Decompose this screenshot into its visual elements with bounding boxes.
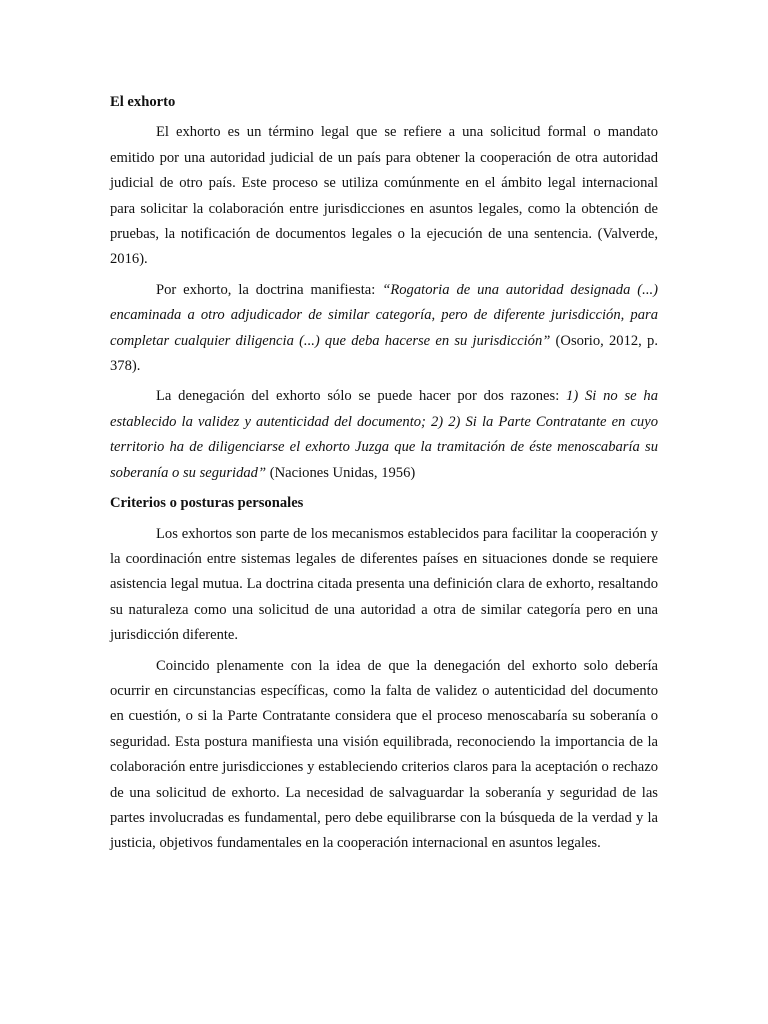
section-heading-el-exhorto: El exhorto [110,94,176,110]
denial-quote: 1) Si no se ha establecido la validez y autenticidad del documento; 2) 2) Si la Parte Contratante en cuyo territorio ha de diligenciarse el exhorto Juzga que la tramitación de éste menoscabaría su soberanía o su seguridad” [110,388,658,481]
paragraph-definition: El exhorto es un término legal que se refiere a una solicitud formal o mandato emitido por una autoridad judicial de un país para obtener la cooperación de otra autoridad judicial de otro país. Este proceso se utiliza comúnmente en el ámbito legal internacional para solicitar la colaboración entre jurisdicciones en asuntos legales, como la obtención de pruebas, la notificación de documentos legales o la ejecución de una sentencia. (Valverde, 2016). [110,124,658,268]
paragraph-mechanisms: Los exhortos son parte de los mecanismos establecidos para facilitar la cooperación y la coordinación entre sistemas legales de diferentes países en situaciones donde se requiere asistencia legal mutua. La doctrina citada presenta una definición clara de exhorto, resaltando su naturaleza como una solicitud de una autoridad a otra de similar categoría pero en una jurisdicción diferente. [110,525,658,644]
doctrine-citation: (Osorio, 2012, p. 378). [110,332,658,375]
paragraph-personal-opinion: Coincido plenamente con la idea de que la denegación del exhorto solo debería ocurrir en circunstancias específicas, como la falta de validez o autenticidad del documento en cuestión, o si la Parte Contratante considera que el proceso menoscabaría su soberanía o seguridad. Esta postura manifiesta una visión equilibrada, reconociendo la importancia de la colaboración entre jurisdicciones y estableciendo criterios claros para la aceptación o rechazo de una solicitud de exhorto. La necesidad de salvaguardar la soberanía y seguridad de las partes involucradas es fundamental, pero debe equilibrarse con la búsqueda de la verdad y la justicia, objetivos fundamentales en la cooperación internacional en asuntos legales. [110,657,658,852]
document-body [110,90,658,862]
paragraph-denial-reasons [110,384,658,486]
doctrine-quote: “Rogatoria de una autoridad designada (...) encaminada a otro adjudicador de similar categoría, pero de diferente jurisdicción, para completar cualquier diligencia (...) que deba hacerse en su jurisdicción” [110,281,658,349]
paragraph-doctrine-lead: Por exhorto, la doctrina manifiesta: [156,281,383,298]
section-heading-criterios: Criterios o posturas personales [110,495,304,512]
denial-citation: (Naciones Unidas, 1956) [266,464,416,481]
paragraph-denial-lead: La denegación del exhorto sólo se puede hacer por dos razones: [156,388,567,405]
paragraph-doctrine [110,278,658,380]
